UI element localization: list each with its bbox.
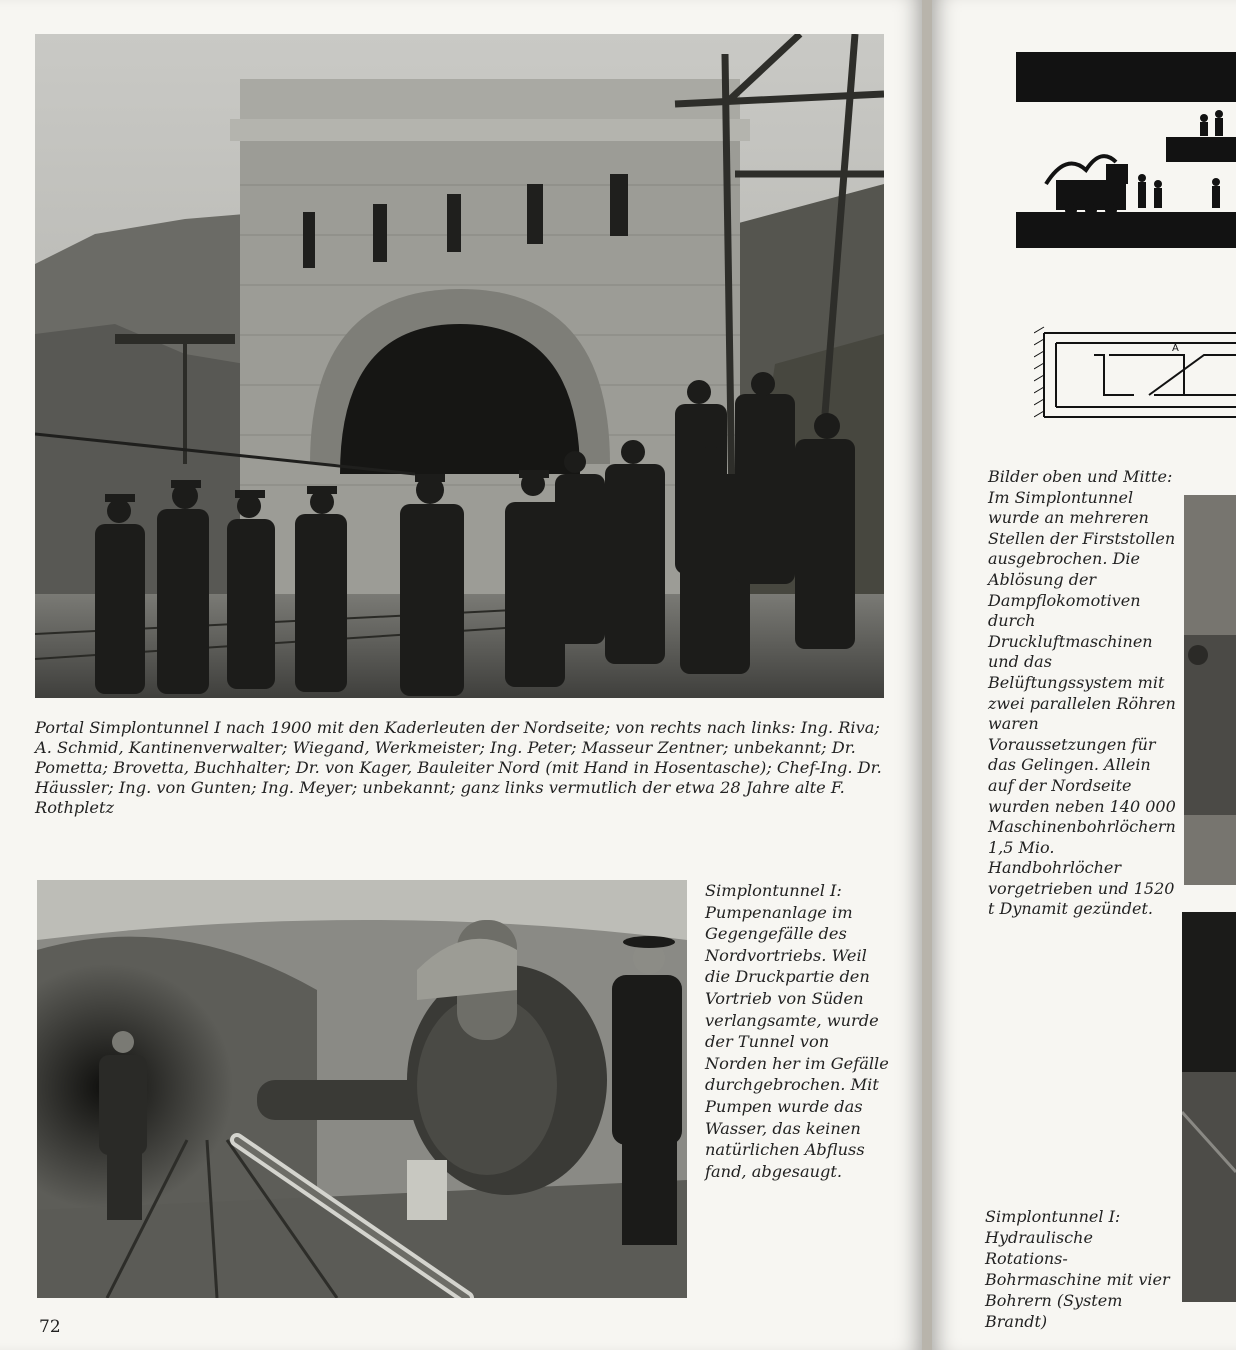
portal-photo	[35, 34, 884, 698]
right-page	[932, 0, 1236, 1350]
tunnel-locomotive-diagram	[1016, 52, 1236, 248]
pump-photo-caption: Simplontunnel I: Pumpenanlage im Gegengefälle des Nordvortriebs. Weil die Druckpartie den Vortrieb von Süden verlangsamte, wurde der Tunnel von Norden her im Gefälle durchgebrochen. Mit Pumpen wurde das Wasser, das keinen natürlichen Abfluss fand, abgesaugt.	[705, 881, 889, 1181]
book-gutter	[922, 0, 932, 1350]
ventilation-label: A	[1172, 343, 1179, 354]
drilling-photo-top	[1184, 495, 1236, 885]
page-number: 72	[39, 1317, 61, 1337]
drilling-machine-photo	[1182, 912, 1236, 1302]
ventilation-diagram	[1034, 325, 1236, 425]
portal-photo-caption: Portal Simplontunnel I nach 1900 mit den Kaderleuten der Nordseite; von rechts nach links: Ing. Riva; A. Schmid, Kantinenverwalter; Wiegand, Werkmeister; Ing. Peter; Masseur Zentner; unbekannt; Dr. Pometta; Brovetta, Buchhalter; Dr. von Kager, Bauleiter Nord (mit Hand in Hosentasche); Chef-Ing. Dr. Häussler; Ing. von Gunten; Ing. Meyer; unbekannt; ganz links vermutlich der etwa 28 Jahre alte F. Rothpletz	[35, 718, 882, 817]
right-top-caption: Bilder oben und Mitte: Im Simplontunnel wurde an mehreren Stellen der Firststollen ausgebrochen. Die Ablösung der Dampflokomotiven durch Druckluftmaschinen und das Belüftungssystem mit zwei parallelen Röhren waren Voraussetzungen für das Gelingen. Allein auf der Nordseite wurden neben 140 000 Maschinenbohrlöchern 1,5 Mio. Handbohrlöcher vorgetrieben und 1520 t Dynamit gezündet.	[988, 467, 1176, 919]
pump-photo	[37, 880, 687, 1298]
right-bottom-caption: Simplontunnel I: Hydraulische Rotations-Bohrmaschine mit vier Bohrern (System Brandt)	[985, 1207, 1170, 1331]
